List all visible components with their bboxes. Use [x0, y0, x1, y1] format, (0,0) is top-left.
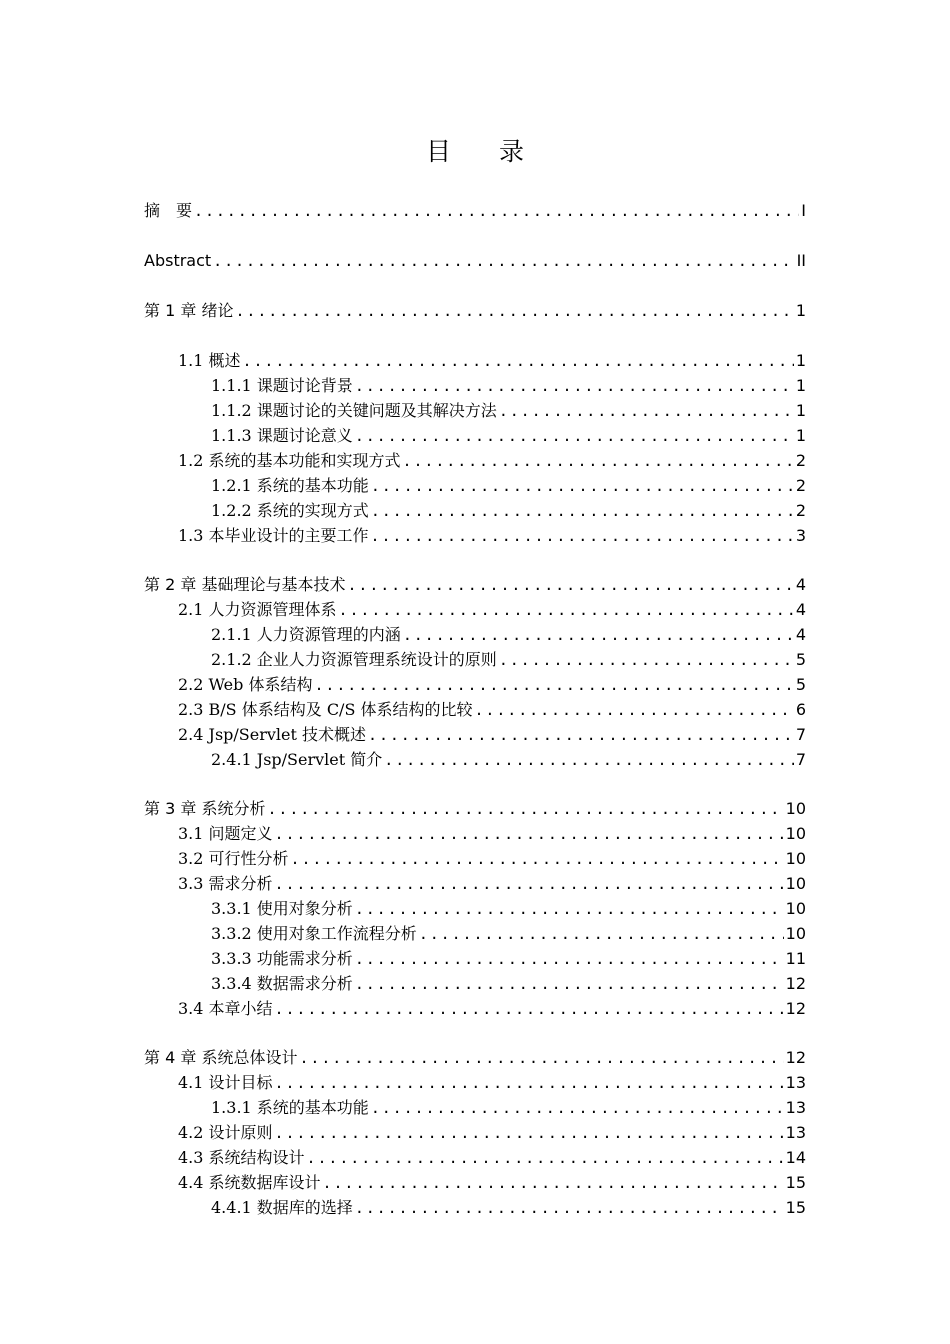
dot-leader	[307, 1147, 784, 1169]
title-char-1: 目	[425, 137, 451, 166]
toc-entry-label: 3.1 问题定义	[178, 824, 273, 843]
toc-entry-page: 10	[785, 799, 806, 818]
toc-entry-1-1-1[interactable]	[144, 375, 806, 397]
dot-leader	[339, 599, 794, 621]
dot-leader	[371, 475, 794, 497]
toc-entry-label: 3.2 可行性分析	[178, 849, 289, 868]
toc-entry-2-4-1[interactable]	[144, 749, 806, 771]
toc-entry-label: 2.3 B/S 体系结构及 C/S 体系结构的比较	[178, 700, 473, 719]
toc-entry-label: 摘 要	[144, 201, 193, 220]
toc-entry-label: 1.2.1 系统的基本功能	[211, 476, 369, 495]
toc-entry-page: 2	[795, 501, 806, 520]
toc-entry-label: 1.2 系统的基本功能和实现方式	[178, 451, 401, 470]
toc-entry-3-3-4[interactable]	[144, 973, 806, 995]
toc-entry-4-2[interactable]	[144, 1122, 806, 1144]
toc-entry-chapter-1[interactable]	[144, 300, 806, 322]
dot-leader	[355, 375, 794, 397]
toc-entry-label: 1.1 概述	[178, 351, 241, 370]
dot-leader	[355, 1197, 784, 1219]
dot-leader	[403, 624, 794, 646]
toc-entry-label: 1.3 本毕业设计的主要工作	[178, 526, 369, 545]
toc-entry-label: 4.4 系统数据库设计	[178, 1173, 321, 1192]
toc-entry-1-3-1[interactable]	[144, 1097, 806, 1119]
dot-leader	[299, 1047, 783, 1069]
dot-leader	[371, 525, 794, 547]
toc-entry-label: 第 1 章 绪论	[144, 301, 234, 320]
dot-leader	[213, 250, 794, 272]
dot-leader	[347, 574, 793, 596]
dot-leader	[235, 300, 793, 322]
dot-leader	[314, 674, 793, 696]
toc-entry-page: 7	[795, 725, 806, 744]
toc-entry-2-2[interactable]	[144, 674, 806, 696]
toc-entry-page: 13	[785, 1123, 806, 1142]
dot-leader	[368, 724, 794, 746]
toc-entry-2-1-1[interactable]	[144, 624, 806, 646]
toc-entry-4-1[interactable]	[144, 1072, 806, 1094]
toc-entry-page: II	[796, 251, 806, 270]
toc-entry-page: 10	[785, 874, 806, 893]
toc-entry-2-3[interactable]	[144, 699, 806, 721]
toc-entry-page: 1	[795, 376, 806, 395]
toc-entry-3-2[interactable]	[144, 848, 806, 870]
toc-entry-page: 11	[785, 949, 806, 968]
toc-entry-label: 1.1.3 课题讨论意义	[211, 426, 353, 445]
toc-entry-4-4[interactable]	[144, 1172, 806, 1194]
toc-entry-label: 1.3.1 系统的基本功能	[211, 1098, 369, 1117]
toc-entry-page: 10	[785, 824, 806, 843]
dot-leader	[355, 898, 784, 920]
toc-entry-1-3[interactable]	[144, 525, 806, 547]
dot-leader	[355, 973, 784, 995]
toc-entry-2-4[interactable]	[144, 724, 806, 746]
toc-entry-1-1-2[interactable]	[144, 400, 806, 422]
toc-entry-chapter-2[interactable]	[144, 574, 806, 596]
toc-entry-4-4-1[interactable]	[144, 1197, 806, 1219]
toc-entry-label: 第 4 章 系统总体设计	[144, 1048, 298, 1067]
dot-leader	[355, 948, 784, 970]
toc-entry-4-3[interactable]	[144, 1147, 806, 1169]
toc-entry-2-1-2[interactable]	[144, 649, 806, 671]
toc-entry-1-2[interactable]	[144, 450, 806, 472]
toc-entry-page: 12	[785, 974, 806, 993]
dot-leader	[355, 425, 794, 447]
toc-entry-abstract-cn[interactable]	[144, 200, 806, 222]
toc-entry-label: 2.2 Web 体系结构	[178, 675, 313, 694]
toc-entry-page: 10	[785, 924, 806, 943]
toc-entry-1-1[interactable]	[144, 350, 806, 372]
toc-entry-page: 10	[785, 899, 806, 918]
toc-entry-page: 15	[785, 1198, 806, 1217]
toc-entry-page: 5	[795, 650, 806, 669]
dot-leader	[275, 873, 784, 895]
dot-leader	[371, 500, 794, 522]
toc-entry-label: 3.3.1 使用对象分析	[211, 899, 353, 918]
toc-entry-label: 1.1.1 课题讨论背景	[211, 376, 353, 395]
toc-entry-page: 3	[795, 526, 806, 545]
toc-entry-chapter-4[interactable]	[144, 1047, 806, 1069]
toc-entry-2-1[interactable]	[144, 599, 806, 621]
toc-entry-chapter-3[interactable]	[144, 798, 806, 820]
toc-entry-page: 1	[795, 426, 806, 445]
toc-entry-page: 12	[785, 1048, 806, 1067]
toc-entry-3-3-3[interactable]	[144, 948, 806, 970]
toc-entry-1-1-3[interactable]	[144, 425, 806, 447]
toc-entry-page: 1	[795, 351, 806, 370]
dot-leader	[323, 1172, 784, 1194]
toc-entry-page: 2	[795, 451, 806, 470]
toc-entry-1-2-2[interactable]	[144, 500, 806, 522]
toc-entry-label: 2.1.2 企业人力资源管理系统设计的原则	[211, 650, 497, 669]
toc-entry-label: 2.1.1 人力资源管理的内涵	[211, 625, 401, 644]
toc-entry-page: 4	[795, 625, 806, 644]
toc-entry-page: 4	[795, 600, 806, 619]
toc-entry-page: I	[801, 201, 806, 220]
toc-entry-label: 3.3.3 功能需求分析	[211, 949, 353, 968]
toc-entry-page: 10	[785, 849, 806, 868]
dot-leader	[275, 1122, 784, 1144]
toc-entry-1-2-1[interactable]	[144, 475, 806, 497]
toc-entry-abstract-en[interactable]	[144, 250, 806, 272]
toc-entry-label: 3.3.2 使用对象工作流程分析	[211, 924, 417, 943]
toc-entry-label: 4.4.1 数据库的选择	[211, 1198, 353, 1217]
toc-entry-label: 4.3 系统结构设计	[178, 1148, 305, 1167]
dot-leader	[275, 1072, 784, 1094]
toc-entry-label: 1.2.2 系统的实现方式	[211, 501, 369, 520]
toc-entry-page: 4	[795, 575, 806, 594]
toc-entry-page: 14	[785, 1148, 806, 1167]
toc-entry-3-3-2[interactable]	[144, 923, 806, 945]
toc-entry-page: 1	[795, 301, 806, 320]
page-title	[0, 132, 950, 168]
toc-entry-label: 3.4 本章小结	[178, 999, 273, 1018]
toc-entry-page: 13	[785, 1073, 806, 1092]
toc-entry-label: 2.4.1 Jsp/Servlet 简介	[211, 750, 383, 769]
toc-entry-label: 2.4 Jsp/Servlet 技术概述	[178, 725, 367, 744]
toc-entry-page: 1	[795, 401, 806, 420]
toc-entry-page: 7	[795, 750, 806, 769]
toc-entry-label: 4.1 设计目标	[178, 1073, 273, 1092]
toc-entry-label: 第 3 章 系统分析	[144, 799, 266, 818]
toc-entry-page: 12	[785, 999, 806, 1018]
dot-leader	[371, 1097, 784, 1119]
toc-entry-3-3-1[interactable]	[144, 898, 806, 920]
toc-entry-label: 3.3 需求分析	[178, 874, 273, 893]
dot-leader	[499, 400, 794, 422]
toc-entry-page: 2	[795, 476, 806, 495]
toc-entry-label: 3.3.4 数据需求分析	[211, 974, 353, 993]
toc-entry-page: 13	[785, 1098, 806, 1117]
toc-entry-page: 6	[795, 700, 806, 719]
dot-leader	[499, 649, 794, 671]
dot-leader	[243, 350, 794, 372]
dot-leader	[419, 923, 784, 945]
title-char-2: 录	[499, 137, 525, 166]
toc-entry-label: 2.1 人力资源管理体系	[178, 600, 337, 619]
toc-entry-label: Abstract	[144, 251, 212, 270]
dot-leader	[267, 798, 783, 820]
dot-leader	[475, 699, 794, 721]
dot-leader	[291, 848, 784, 870]
toc-entry-3-3[interactable]	[144, 873, 806, 895]
dot-leader	[194, 200, 799, 222]
toc-entry-page: 15	[785, 1173, 806, 1192]
toc-entry-label: 1.1.2 课题讨论的关键问题及其解决方法	[211, 401, 497, 420]
dot-leader	[384, 749, 794, 771]
dot-leader	[275, 823, 784, 845]
toc-entry-3-1[interactable]	[144, 823, 806, 845]
toc-entry-label: 4.2 设计原则	[178, 1123, 273, 1142]
toc-entry-label: 第 2 章 基础理论与基本技术	[144, 575, 346, 594]
dot-leader	[403, 450, 794, 472]
toc-entry-3-4[interactable]	[144, 998, 806, 1020]
toc-entry-page: 5	[795, 675, 806, 694]
dot-leader	[275, 998, 784, 1020]
